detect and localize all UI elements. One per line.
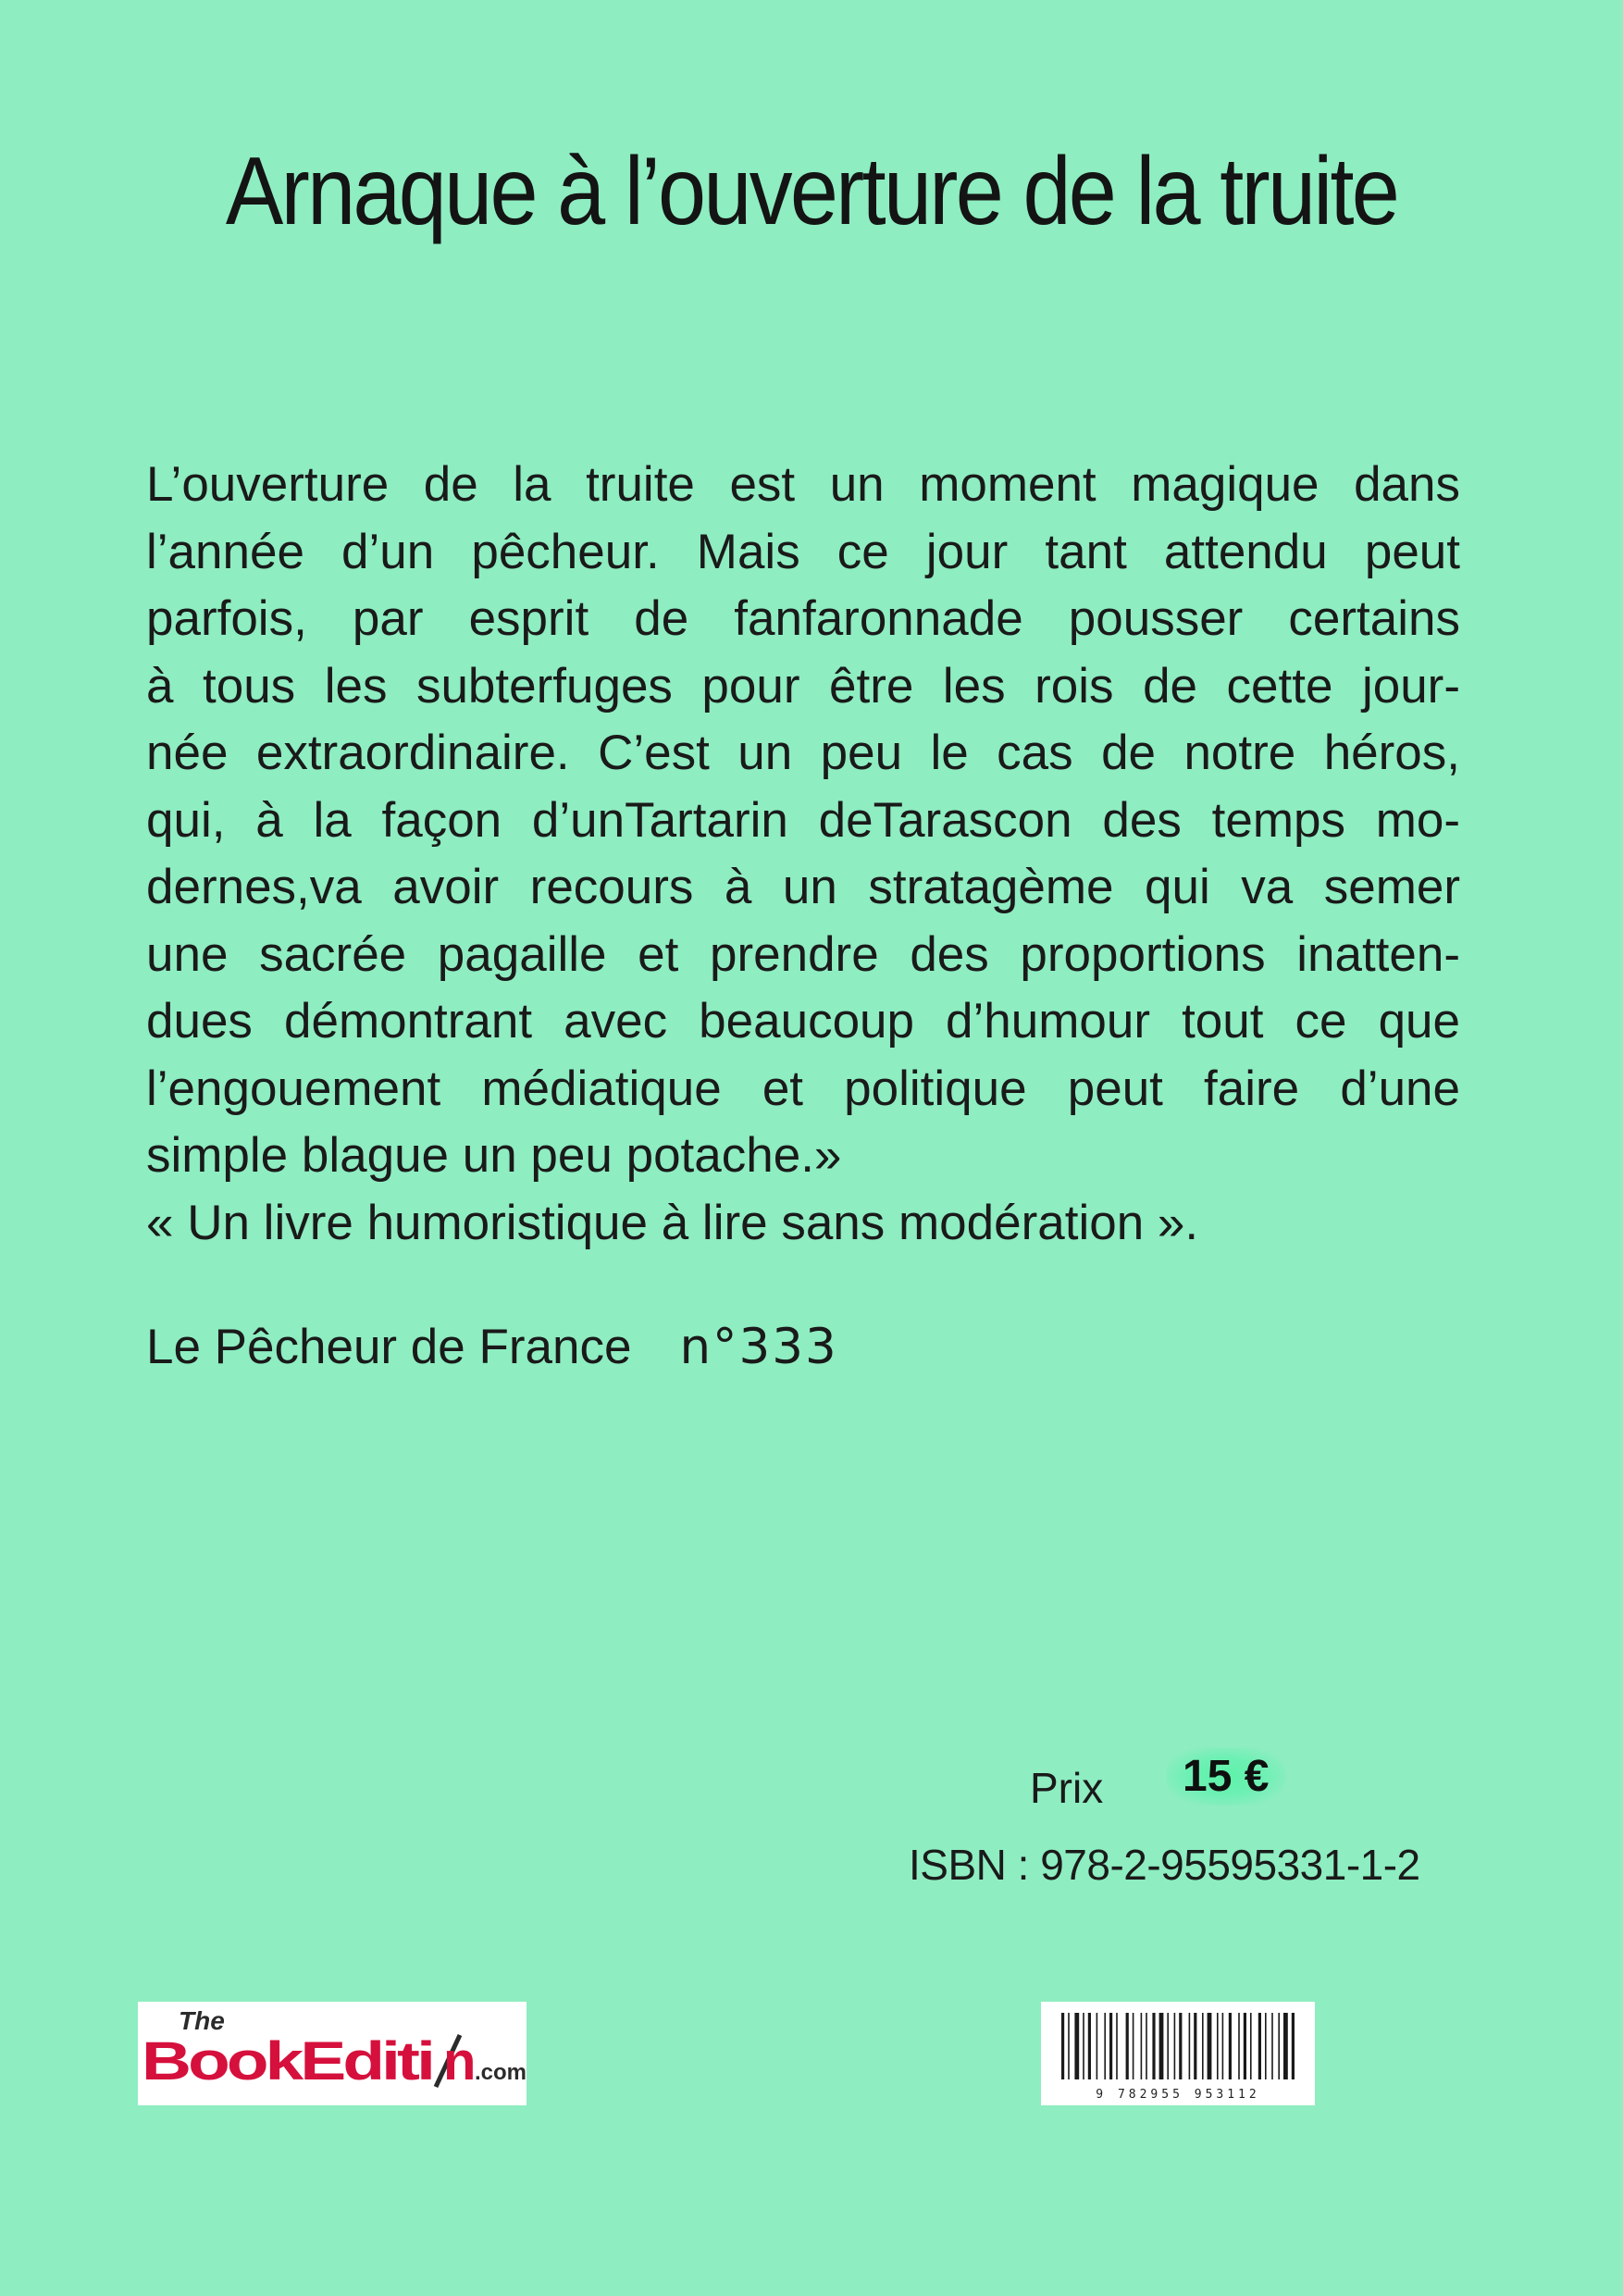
blurb-line: dernes,va avoir recours à un stratagème qui va semer [146,860,1460,914]
barcode-bar [1208,2013,1212,2079]
barcode-bar [1174,2013,1176,2079]
barcode-bar [1250,2013,1252,2079]
barcode-bar [1096,2013,1098,2079]
barcode-bar [1229,2013,1232,2079]
logo-n: n [443,2031,477,2091]
barcode-digits: 9 782955 953112 [1096,2088,1260,2102]
blurb-line: à tous les subterfuges pour être les rois de cette jour- [146,658,1460,714]
blurb-line: qui, à la façon d’unTartarin deTarascon des temps mo- [146,792,1460,848]
price-value: 15 € [1166,1747,1285,1806]
blurb-quote: « Un livre humoristique à lire sans modération ». [146,1195,1199,1250]
blurb-line: simple blague un peu potache.» [146,1128,842,1183]
barcode-bar [1141,2013,1143,2079]
barcode-bar [1258,2013,1261,2079]
barcode-bar [1133,2013,1134,2079]
barcode-bar [1083,2013,1084,2079]
thebookedition-logo [138,2002,527,2105]
barcode-bar [1283,2013,1288,2079]
barcode-bar [1068,2013,1070,2079]
barcode-bar [1278,2013,1280,2079]
barcode-bar [1292,2013,1295,2079]
blurb-line: parfois, par esprit de fanfaronnade pousser certains [146,591,1460,646]
blurb-line: née extraordinaire. C’est un peu le cas de notre héros, [146,726,1460,780]
barcode-bar [1265,2013,1267,2079]
barcode-bar [1159,2013,1164,2079]
barcode-bar [1126,2013,1129,2079]
barcode-bar [1146,2013,1147,2079]
price-label: Prix [1030,1764,1104,1812]
barcode-bar [1271,2013,1273,2079]
barcode-bar [1104,2013,1106,2079]
back-cover-blurb [146,452,1460,1257]
barcode-bar [1088,2013,1091,2079]
review-source [146,1319,838,1375]
barcode-bar [1189,2013,1191,2079]
source-name: Le Pêcheur de France [146,1320,632,1374]
isbn-barcode [1041,2002,1315,2105]
blurb-line: l’engouement médiatique et politique peut faire d’une [146,1061,1460,1116]
barcode-bar [1222,2013,1224,2079]
barcode-bar [1202,2013,1204,2079]
barcode-bar [1244,2013,1246,2079]
logo-bookedition: BookEditi [142,2031,432,2091]
barcode-bar [1238,2013,1240,2079]
blurb-line: une sacrée pagaille et prendre des proportions inatten- [146,926,1460,982]
barcode-bar [1194,2013,1196,2079]
logo-com: .com [475,2060,527,2085]
barcode-bar [1217,2013,1219,2079]
barcode-bar [1061,2013,1064,2079]
barcode-bar [1179,2013,1182,2079]
blurb-line: L’ouverture de la truite est un moment magique dans [146,457,1460,512]
blurb-line: l’année d’un pêcheur. Mais ce jour tant attendu peut [146,524,1460,579]
barcode-bar [1074,2013,1079,2079]
blurb-line: dues démontrant avec beaucoup d’humour tout ce que [146,994,1460,1049]
barcode-bars [1061,2013,1295,2079]
book-title: Arnaque à l’ouverture de la truite [225,138,1398,245]
barcode-bar [1116,2013,1118,2079]
barcode-bar [1109,2013,1112,2079]
barcode-bar [1167,2013,1169,2079]
source-issue: n°333 [679,1319,838,1375]
logo-the: The [179,2006,225,2035]
barcode-bar [1152,2013,1155,2079]
isbn-number: ISBN : 978-2-95595331-1-2 [909,1841,1420,1889]
